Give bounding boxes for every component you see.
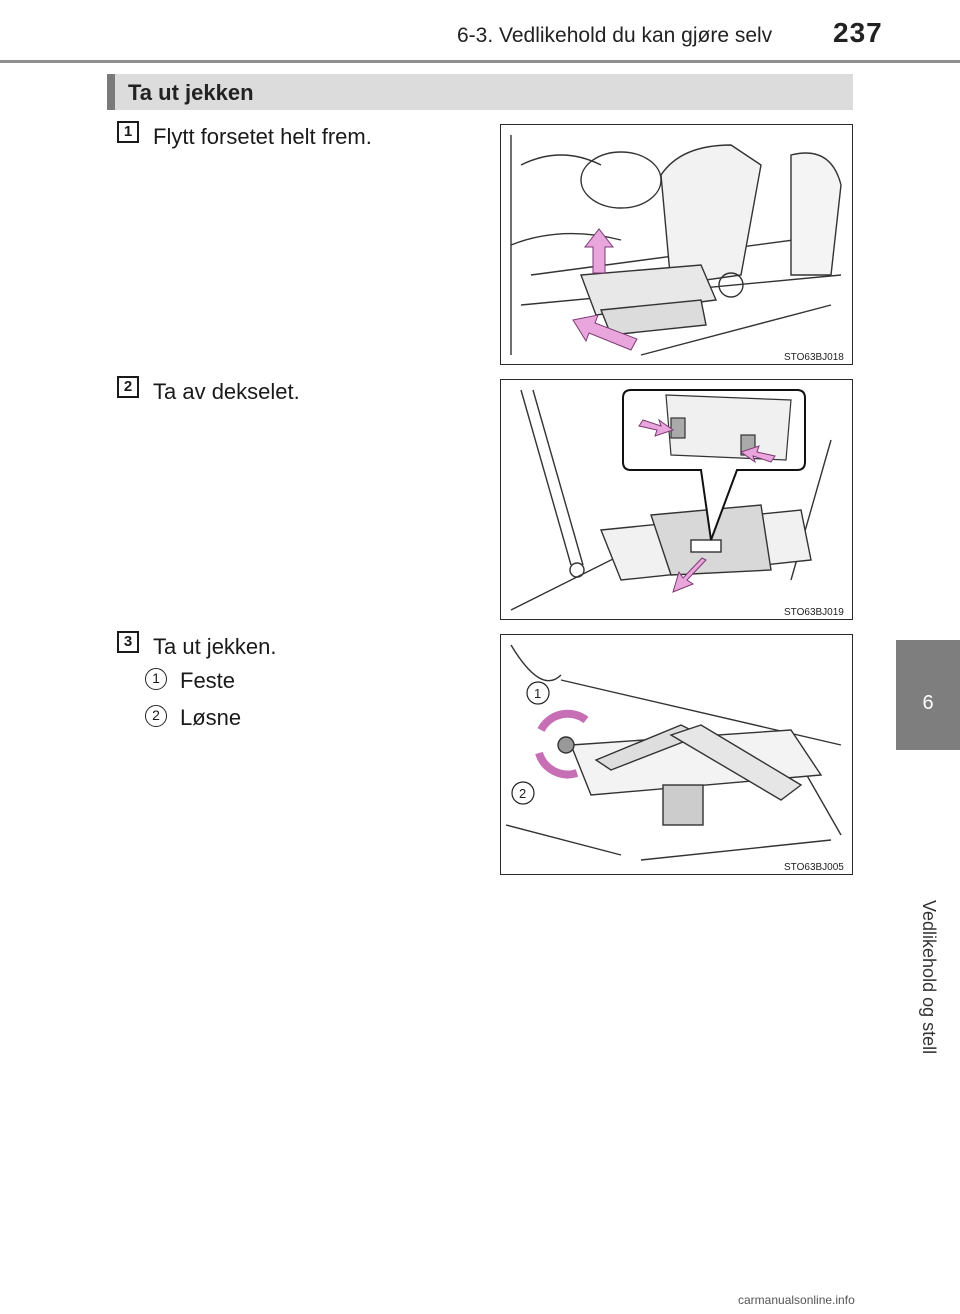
chapter-number: 6 xyxy=(922,692,934,714)
step-2-badge: 2 xyxy=(117,376,139,398)
illustration-seat-forward xyxy=(500,124,853,365)
svg-text:1: 1 xyxy=(534,686,542,701)
step-3-text: Ta ut jekken. xyxy=(153,634,277,659)
sub-item-2-text: Løsne xyxy=(180,705,242,730)
step-1-badge: 1 xyxy=(117,121,139,143)
seat-illustration-icon xyxy=(501,125,852,364)
jack-illustration-icon xyxy=(501,635,852,874)
step-3-badge: 3 xyxy=(117,631,139,653)
illustration-jack xyxy=(500,634,853,875)
footer-watermark: carmanualsonline.info xyxy=(738,1293,855,1307)
illustration-cover xyxy=(500,379,853,620)
header-rule xyxy=(0,60,960,63)
image-code-3: STO63BJ005 xyxy=(784,862,844,873)
cover-illustration-icon xyxy=(501,380,852,619)
image-code-1: STO63BJ018 xyxy=(784,352,844,363)
section-title: Ta ut jekken xyxy=(128,80,254,105)
sub-item-1-badge: 1 xyxy=(145,668,167,690)
header-title: 6-3. Vedlikehold du kan gjøre selv xyxy=(457,24,773,47)
sub-item-2-badge: 2 xyxy=(145,705,167,727)
step-2-text: Ta av dekselet. xyxy=(153,379,300,404)
svg-text:2: 2 xyxy=(519,786,527,801)
step-1-text: Flytt forsetet helt frem. xyxy=(153,124,372,149)
chapter-title: Vedlikehold og stell xyxy=(919,900,939,1055)
image-code-2: STO63BJ019 xyxy=(784,607,844,618)
sub-item-1-text: Feste xyxy=(180,668,236,693)
page-number: 237 xyxy=(833,17,883,48)
